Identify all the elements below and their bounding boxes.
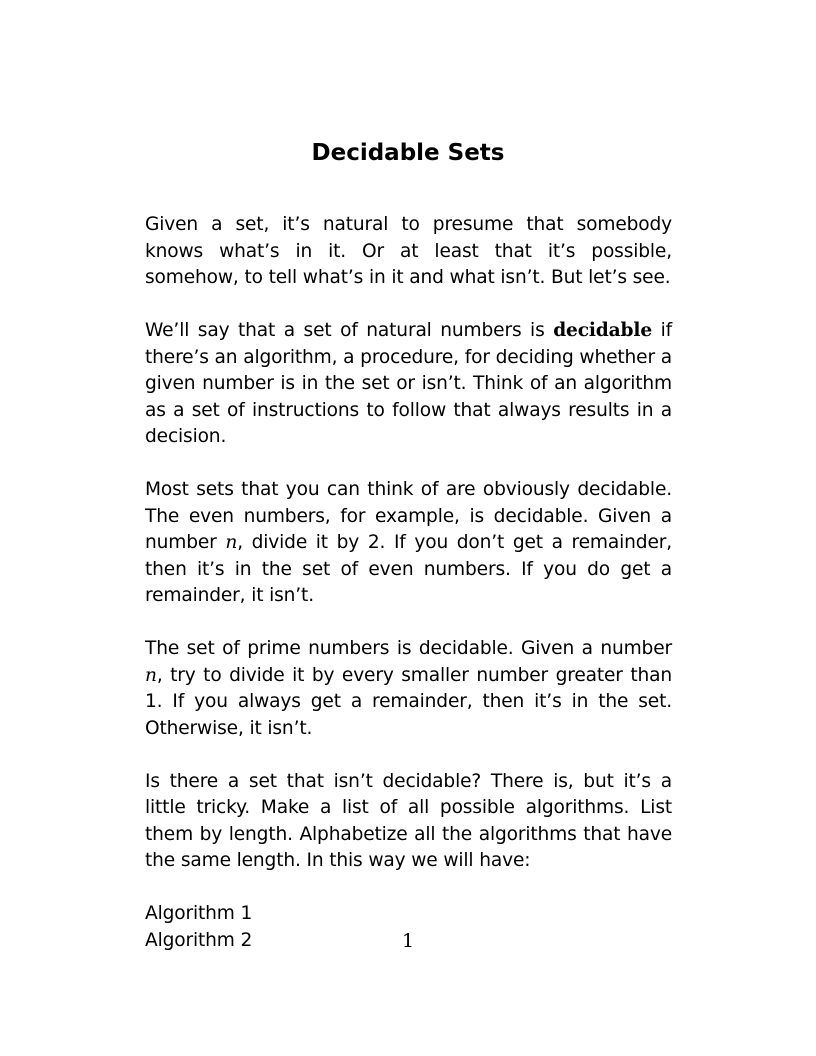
page-title: Decidable Sets [311, 140, 505, 166]
prime-text-before: The set of prime numbers is decidable. Given a number [145, 638, 672, 659]
paragraph-even-numbers [145, 477, 672, 610]
definition-text-after: if there’s an algorithm, a procedure, for deciding whether a given number is in the set or isn’t. Think of an algorithm as a set of instructions to follow that always results in a decision. [145, 320, 672, 447]
prime-text-after: , try to divide it by every smaller number greater than 1. If you always get a remainder, then it’s in the set. Otherwise, it isn’t. [145, 664, 672, 739]
even-text-after: , divide it by 2. If you don’t get a remainder, then it’s in the set of even numbers. If you do get a remainder, it isn’t. [145, 532, 672, 606]
definition-text-before: We’ll say that a set of natural numbers is [145, 320, 554, 341]
list-item: Algorithm 2 [145, 929, 253, 951]
page-number: 1 [401, 930, 415, 952]
body-text [145, 212, 672, 954]
math-variable-n: n [225, 532, 238, 553]
paragraph-undecidable: Is there a set that isn’t decidable? There is, but it’s a little tricky. Make a list of all possible algorithms. List them by length. Alphabetize all the algorithms that have the same length. In this way we will have: [145, 770, 672, 871]
paragraph-prime-numbers [145, 636, 672, 742]
paragraph-definition [145, 318, 672, 451]
definition-term: decidable [553, 320, 652, 341]
math-variable-n: n [145, 664, 157, 686]
list-item: Algorithm 1 [145, 903, 253, 924]
paragraph-intro: Given a set, it’s natural to presume that somebody knows what’s in it. Or at least that it’s possible, somehow, to tell what’s in it and what isn’t. But let’s see. [145, 214, 672, 288]
even-text-before: Most sets that you can think of are obviously decidable. The even numbers, for example, is decidable. Given a number [145, 479, 672, 553]
